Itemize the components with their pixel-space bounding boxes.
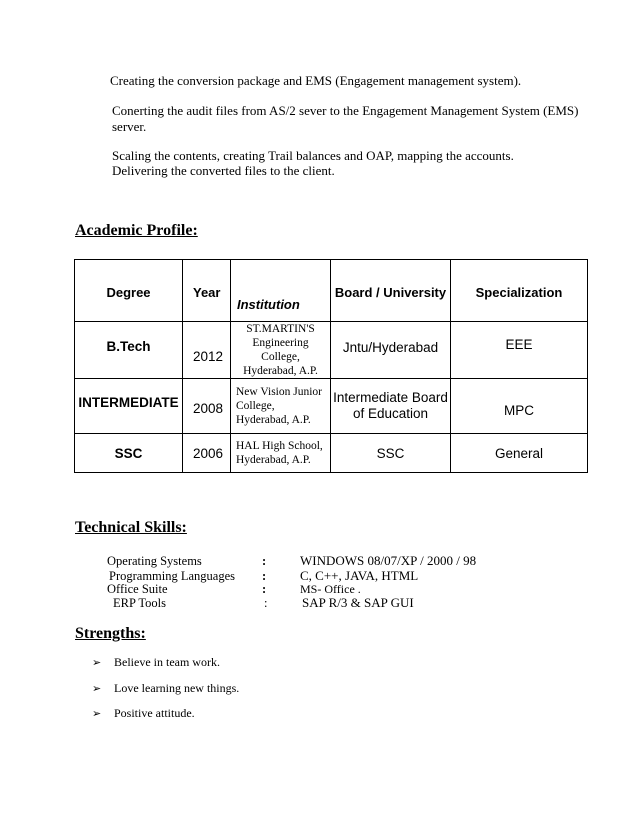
academic-table <box>74 259 588 473</box>
experience-line-2: Conerting the audit files from AS/2 sever to the Engagement Management System (EMS) <box>112 103 579 118</box>
arrow-bullet-icon: ➢ <box>92 656 102 669</box>
skill-colon-programming: : <box>262 569 267 583</box>
experience-line-5: Delivering the converted files to the client. <box>112 163 335 178</box>
year-ssc: 2006 <box>193 445 224 461</box>
experience-line-4: Scaling the contents, creating Trail balances and OAP, mapping the accounts. <box>112 148 514 163</box>
col-specialization: Specialization <box>475 285 563 300</box>
list-item: ➢ Love learning new things. <box>92 681 240 695</box>
year-btech: 2012 <box>193 348 224 364</box>
list-item: ➢ Believe in team work. <box>92 655 220 669</box>
spec-btech: EEE <box>505 336 533 352</box>
table-row <box>75 379 588 434</box>
technical-heading: Technical Skills: <box>75 519 187 536</box>
skill-label-office: Office Suite <box>107 582 168 596</box>
col-institution: Institution <box>237 297 300 312</box>
table-header-row <box>75 260 588 322</box>
experience-line-1: Creating the conversion package and EMS (Engagement management system). <box>110 73 522 88</box>
skill-value-programming: C, C++, JAVA, HTML <box>300 568 419 583</box>
list-item: ➢ Positive attitude. <box>92 706 195 720</box>
institution-btech: ST.MARTIN'S Engineering College, Hyderabad, A.P. <box>243 323 318 377</box>
arrow-bullet-icon: ➢ <box>92 707 102 720</box>
degree-intermediate: INTERMEDIATE <box>78 394 179 410</box>
skill-colon-office: : <box>262 582 267 596</box>
strengths-heading: Strengths: <box>75 625 146 642</box>
academic-heading: Academic Profile: <box>75 222 198 239</box>
col-degree: Degree <box>106 285 151 300</box>
skill-value-erp: SAP R/3 & SAP GUI <box>302 595 414 610</box>
skill-value-office: MS- Office . <box>300 582 361 596</box>
experience-line-3: server. <box>112 119 147 134</box>
skill-value-os: WINDOWS 08/07/XP / 2000 / 98 <box>300 553 477 568</box>
skill-colon-erp: : <box>264 596 268 610</box>
skill-colon-os: : <box>262 554 267 568</box>
skill-label-os: Operating Systems <box>107 554 202 568</box>
col-year: Year <box>193 285 221 300</box>
year-intermediate: 2008 <box>193 400 224 416</box>
table-row <box>75 322 588 379</box>
board-intermediate: Intermediate Board of Education <box>333 390 448 421</box>
degree-btech: B.Tech <box>106 338 151 354</box>
board-ssc: SSC <box>376 445 405 461</box>
arrow-bullet-icon: ➢ <box>92 682 102 695</box>
institution-intermediate: New Vision Junior College, Hyderabad, A.P. <box>236 386 322 426</box>
spec-ssc: General <box>494 445 544 461</box>
board-btech: Jntu/Hyderabad <box>342 339 439 355</box>
skill-label-programming: Programming Languages <box>109 569 236 583</box>
institution-ssc: HAL High School, Hyderabad, A.P. <box>236 440 323 466</box>
skill-label-erp: ERP Tools <box>113 596 166 610</box>
table-row <box>75 434 588 473</box>
spec-intermediate: MPC <box>504 402 534 418</box>
degree-ssc: SSC <box>114 445 143 461</box>
col-board: Board / University <box>334 285 447 300</box>
